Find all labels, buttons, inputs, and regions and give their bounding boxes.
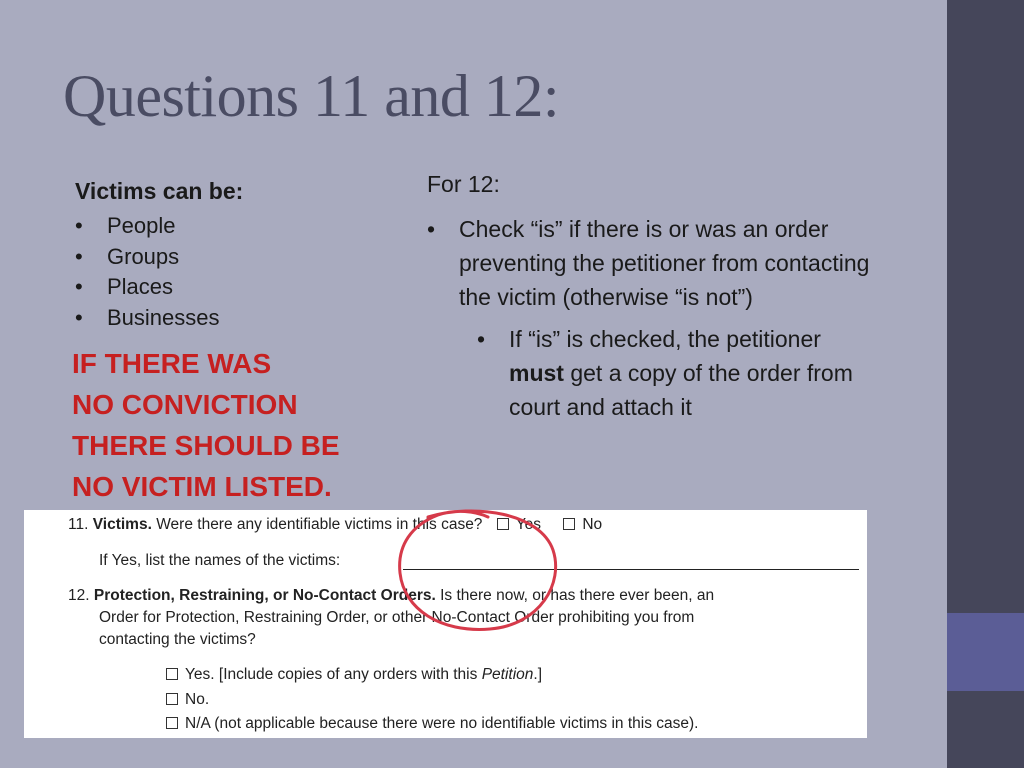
q12-na-option: [166, 715, 699, 733]
victims-list-section: [75, 178, 395, 333]
q11-followup: If Yes, list the names of the victims:: [99, 552, 341, 569]
q11-yes-label: Yes: [515, 516, 542, 533]
q12-number: 12.: [68, 587, 90, 604]
checkbox-icon: [166, 717, 178, 729]
q11-label: Victims.: [92, 516, 152, 533]
red-circle-annotation: [390, 505, 570, 635]
victims-list: [75, 211, 395, 333]
q12-yes-label: Yes. [Include copies of any orders with this: [185, 666, 478, 683]
q12-text-line-3: contacting the victims?: [99, 631, 256, 648]
sub-bullet-text-start: If “is” is checked, the petitioner: [509, 326, 821, 352]
q12-na-label: N/A (not applicable because there were no identifiable victims in this case).: [185, 715, 699, 732]
checkbox-icon: [166, 693, 178, 705]
q12-yes-option: [166, 666, 542, 684]
petition-word: Petition: [481, 666, 534, 683]
list-item: • Groups: [75, 242, 395, 273]
q12-yes-label-end: .]: [533, 666, 543, 683]
question-12-notes: [427, 168, 897, 424]
q12-text-line-2: Order for Protection, Restraining Order, or other No-Contact Order prohibiting you from: [99, 609, 695, 626]
q12-no-option: [166, 691, 209, 709]
q11-no-label: No: [582, 516, 603, 533]
must-attach-sub-bullet: [477, 322, 869, 424]
must-emphasis: must: [509, 360, 564, 386]
checkbox-icon: [166, 668, 178, 680]
q12-no-label: No.: [185, 691, 210, 708]
check-is-bullet: • Check “is” if there is or was an order preventing the petitioner from contacting the victim (otherwise “is not”): [427, 212, 897, 314]
side-accent-block: [947, 613, 1024, 691]
q12-label: Protection, Restraining, or No-Contact Orders.: [93, 587, 436, 604]
slide-title: Questions 11 and 12:: [63, 63, 560, 129]
no-conviction-warning: IF THERE WAS NO CONVICTION THERE SHOULD BE NO VICTIM LISTED.: [72, 348, 340, 502]
list-item: • Businesses: [75, 303, 395, 334]
sub-bullet-text-end: get a copy of the order from court and attach it: [509, 360, 853, 420]
victims-heading: Victims can be:: [75, 178, 244, 204]
list-item: • Places: [75, 272, 395, 303]
q11-number: 11.: [68, 516, 89, 533]
for-12-label: For 12:: [427, 171, 500, 197]
list-item: • People: [75, 211, 395, 242]
q12-text-line-1: Is there now, or has there ever been, an: [440, 587, 715, 604]
q11-question: Were there any identifiable victims in this case?: [156, 516, 483, 533]
